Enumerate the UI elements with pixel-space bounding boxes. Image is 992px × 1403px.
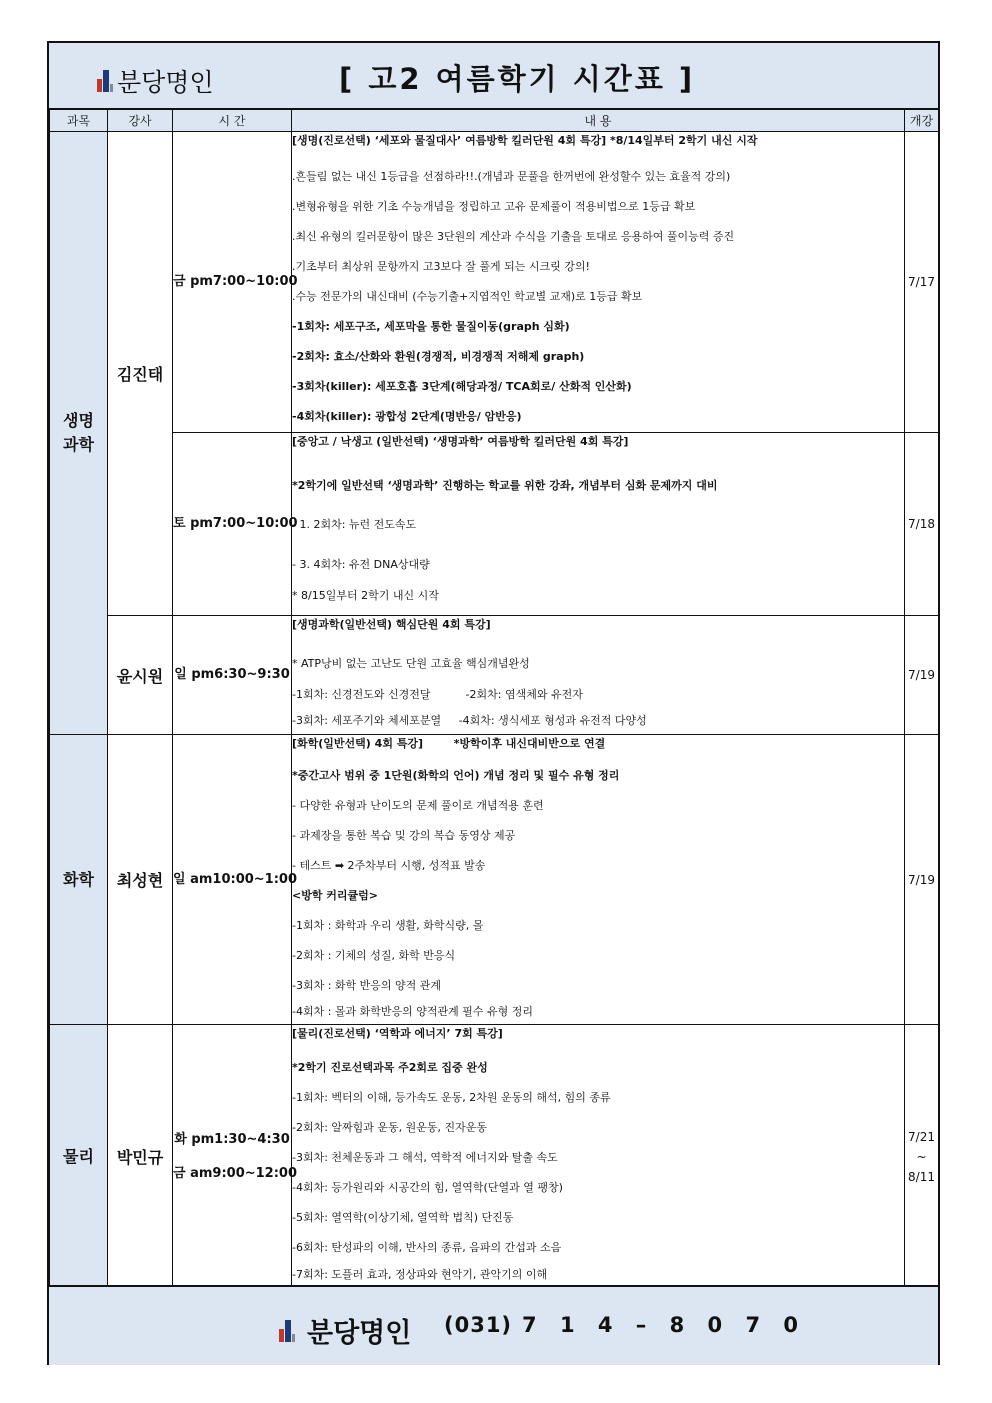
- start-date: 7/19: [905, 735, 939, 1025]
- phone-number: [444, 1313, 806, 1337]
- course-title: [중앙고 / 낙생고 (일반선택) ‘생명과학’ 여름방학 킬러단원 4회 특강]: [292, 435, 629, 448]
- teacher-choi: 최성현: [108, 735, 173, 1025]
- content-line: -2회차: 알짜힘과 운동, 원운동, 진자운동: [292, 1121, 488, 1134]
- teacher-park: 박민규: [108, 1025, 173, 1289]
- logo-mark-icon: [279, 1320, 295, 1342]
- time-cell: 일 am10:00~1:00: [173, 735, 292, 1025]
- content-cell: [292, 132, 905, 433]
- phone-digits: 7 1 4 – 8 0 7 0: [522, 1313, 806, 1337]
- header-band: [49, 43, 938, 109]
- content-line: - 1. 2회차: 뉴런 전도속도: [292, 518, 417, 531]
- header-row: [50, 110, 939, 132]
- content-line: - 테스트 ➡ 2주차부터 시행, 성적표 발송: [292, 859, 486, 872]
- content-line: -5회차: 열역학(이상기체, 열역학 법칙) 단진동: [292, 1211, 514, 1224]
- content-line: *2학기에 일반선택 ‘생명과학’ 진행하는 학교를 위한 강좌, 개념부터 심화 문제까지 대비: [292, 479, 718, 492]
- content-line: -1회차: 벡터의 이해, 등가속도 운동, 2차원 운동의 해석, 힘의 종류: [292, 1091, 611, 1104]
- subject-biology: 생명 과학: [50, 132, 108, 735]
- table-row: [50, 735, 939, 1025]
- logo-mark-icon: [97, 70, 113, 92]
- content-line: -1회차: 세포구조, 세포막을 통한 물질이동(graph 심화): [292, 320, 570, 333]
- page-title: [ 고2 여름학기 시간표 ]: [339, 62, 696, 96]
- time-cell: 화 pm1:30~4:30 금 am9:00~12:00: [173, 1025, 292, 1289]
- content-line: -1회차: 신경전도와 신경전달 -2회차: 염색체와 유전자: [292, 688, 583, 701]
- teacher-kim: 김진태: [108, 132, 173, 616]
- header-logo: [97, 63, 214, 99]
- teacher-yoon: 윤시원: [108, 616, 173, 735]
- content-line: *2학기 진로선택과목 주2회로 집중 완성: [292, 1061, 488, 1074]
- time-cell: 토 pm7:00~10:00: [173, 433, 292, 616]
- content-line: -4회차(killer): 광합성 2단계(명반응/ 암반응): [292, 410, 522, 423]
- content-cell: [292, 735, 905, 1025]
- schedule-table: [49, 109, 939, 1289]
- col-start: 개강: [905, 110, 939, 132]
- content-line: .변형유형을 위한 기초 수능개념을 정립하고 고유 문제풀이 적용비법으로 1등급 확보: [292, 200, 696, 213]
- col-teacher: 강사: [108, 110, 173, 132]
- course-title: [화학(일반선택) 4회 특강] *방학이후 내신대비반으로 연결: [292, 737, 606, 750]
- col-content: 내 용: [292, 110, 905, 132]
- content-line: * ATP낭비 없는 고난도 단원 고효율 핵심개념완성: [292, 657, 530, 670]
- content-line: -7회차: 도플러 효과, 정상파와 현악기, 관악기의 이해: [292, 1268, 548, 1281]
- content-line: -6회차: 탄성파의 이해, 반사의 종류, 음파의 간섭과 소음: [292, 1241, 562, 1254]
- course-title: [생명(진로선택) ‘세포와 물질대사’ 여름방학 킬러단원 4회 특강] *8/14일부터 2학기 내신 시작: [292, 134, 758, 147]
- col-time: 시 간: [173, 110, 292, 132]
- start-date: 7/17: [905, 132, 939, 433]
- header-logo-text: 분당명인: [117, 68, 214, 97]
- content-cell: [292, 433, 905, 616]
- content-line: -3회차(killer): 세포호흡 3단계(해당과정/ TCA회로/ 산화적 인산화): [292, 380, 632, 393]
- footer-band: [49, 1285, 938, 1365]
- content-line: -4회차 : 몰과 화학반응의 양적관계 필수 유형 정리: [292, 1005, 534, 1018]
- col-subject: 과목: [50, 110, 108, 132]
- footer-logo-text: 분당명인: [307, 1318, 412, 1349]
- content-cell: [292, 616, 905, 735]
- content-cell: [292, 1025, 905, 1289]
- content-line: *중간고사 범위 중 1단원(화학의 언어) 개념 정리 및 필수 유형 정리: [292, 769, 620, 782]
- course-title: [물리(진로선택) ‘역학과 에너지’ 7회 특강]: [292, 1027, 503, 1040]
- start-date: 7/21 ~ 8/11: [905, 1025, 939, 1289]
- content-line: -2회차 : 기체의 성질, 화학 반응식: [292, 949, 456, 962]
- content-line: -2회차: 효소/산화와 환원(경쟁적, 비경쟁적 저해제 graph): [292, 350, 585, 363]
- content-line: .기초부터 최상위 문항까지 고3보다 잘 풀게 되는 시크릿 강의!: [292, 260, 590, 273]
- subject-physics: 물리: [50, 1025, 108, 1289]
- content-line: - 3. 4회차: 유전 DNA상대량: [292, 558, 430, 571]
- time-cell: 금 pm7:00~10:00: [173, 132, 292, 433]
- content-line: -3회차 : 화학 반응의 양적 관계: [292, 979, 442, 992]
- area-code: (031): [444, 1313, 513, 1337]
- table-row: [50, 132, 939, 433]
- content-line: <방학 커리큘럼>: [292, 889, 379, 902]
- content-line: -4회차: 등가원리와 시공간의 힘, 열역학(단열과 열 팽창): [292, 1181, 563, 1194]
- content-line: .흔들림 없는 내신 1등급을 선점하라!!.(개념과 문풀을 한꺼번에 완성할수 있는 효율적 강의): [292, 170, 731, 183]
- course-title: [생명과학(일반선택) 핵심단원 4회 특강]: [292, 618, 491, 631]
- content-line: - 다양한 유형과 난이도의 문제 풀이로 개념적용 훈련: [292, 799, 544, 812]
- subject-chemistry: 화학: [50, 735, 108, 1025]
- table-row: [50, 1025, 939, 1289]
- content-line: -3회차: 세포주기와 체세포분열 -4회차: 생식세포 형성과 유전적 다양성: [292, 714, 647, 727]
- start-date: 7/19: [905, 616, 939, 735]
- content-line: - 과제장을 통한 복습 및 강의 복습 동영상 제공: [292, 829, 516, 842]
- table-row: [50, 616, 939, 735]
- content-line: -3회차: 천체운동과 그 해석, 역학적 에너지와 탈출 속도: [292, 1151, 558, 1164]
- footer-logo: [279, 1311, 411, 1350]
- table-row: [50, 433, 939, 616]
- time-cell: 일 pm6:30~9:30: [173, 616, 292, 735]
- content-line: .최신 유형의 킬러문항이 많은 3단원의 계산과 수식을 기출을 토대로 응용하여 풀이능력 증진: [292, 230, 735, 243]
- timetable-frame: [47, 41, 940, 1365]
- start-date: 7/18: [905, 433, 939, 616]
- content-line: .수능 전문가의 내신대비 (수능기출+지엽적인 학교별 교재)로 1등급 확보: [292, 290, 643, 303]
- content-line: * 8/15일부터 2학기 내신 시작: [292, 589, 439, 602]
- content-line: -1회차 : 화학과 우리 생활, 화학식량, 몰: [292, 919, 484, 932]
